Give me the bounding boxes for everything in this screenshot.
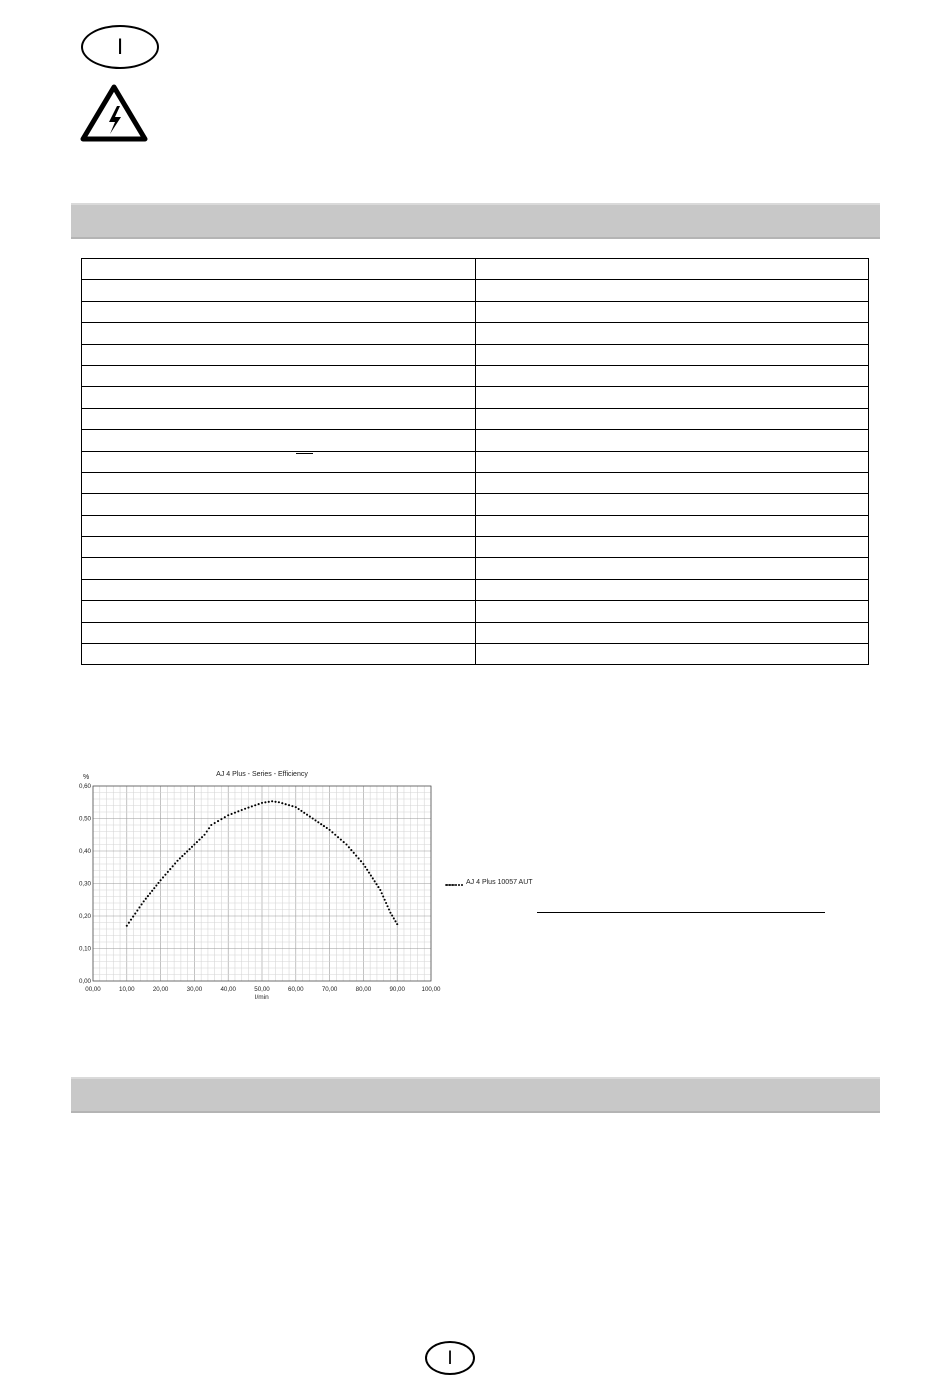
series-point xyxy=(394,920,396,922)
spec-value-cell xyxy=(476,601,869,622)
series-point xyxy=(162,876,164,878)
series-point xyxy=(326,827,328,829)
spec-label-cell xyxy=(82,430,476,451)
series-point xyxy=(210,824,212,826)
series-point xyxy=(389,912,391,914)
series-point xyxy=(291,805,293,807)
x-tick-label: 20,00 xyxy=(152,986,169,993)
series-point xyxy=(189,848,191,850)
series-point xyxy=(374,880,376,882)
series-point xyxy=(138,906,140,908)
series-point xyxy=(281,802,283,804)
spec-value-cell xyxy=(476,344,869,365)
series-point xyxy=(312,817,314,819)
spec-value-cell xyxy=(476,622,869,643)
spec-label-cell xyxy=(82,494,476,515)
spec-label-cell xyxy=(82,323,476,344)
series-point xyxy=(372,877,374,879)
series-point xyxy=(379,889,381,891)
series-point xyxy=(208,827,210,829)
underline-mark xyxy=(296,453,313,454)
y-tick-label: 0,30 xyxy=(78,880,91,888)
series-point xyxy=(193,843,195,845)
series-point xyxy=(201,836,203,838)
series-point xyxy=(368,872,370,874)
series-point xyxy=(143,900,145,902)
series-point xyxy=(247,807,249,809)
series-point xyxy=(227,814,229,816)
series-point xyxy=(355,855,357,857)
series-point xyxy=(364,866,366,868)
table-row xyxy=(82,280,869,301)
table-row xyxy=(82,387,869,408)
spec-value-cell xyxy=(476,387,869,408)
series-point xyxy=(261,802,263,804)
legend-marker xyxy=(452,884,454,886)
high-voltage-warning-icon xyxy=(80,84,148,142)
series-point xyxy=(350,849,352,851)
spec-value-cell xyxy=(476,259,869,280)
series-point xyxy=(181,855,183,857)
x-tick-label: 00,00 xyxy=(85,986,101,993)
series-point xyxy=(300,810,302,812)
spec-value-cell xyxy=(476,280,869,301)
series-point xyxy=(388,908,390,910)
y-tick-label: 0,10 xyxy=(78,945,91,953)
series-point xyxy=(264,801,266,803)
y-tick-label: 0,00 xyxy=(78,978,91,985)
spec-value-cell xyxy=(476,365,869,386)
spec-label-cell xyxy=(82,537,476,558)
x-tick-label: 70,00 xyxy=(321,986,338,993)
spec-label-cell xyxy=(82,579,476,600)
series-point xyxy=(164,874,166,876)
series-point xyxy=(306,814,308,816)
legend-marker xyxy=(455,884,457,886)
spec-label-cell xyxy=(82,622,476,643)
series-point xyxy=(353,852,355,854)
series-point xyxy=(381,892,383,894)
x-tick-label: 10,00 xyxy=(119,986,135,993)
spec-label-cell xyxy=(82,280,476,301)
spec-value-cell xyxy=(476,579,869,600)
y-tick-label: 0,40 xyxy=(78,848,91,855)
spec-value-cell xyxy=(476,451,869,472)
spec-value-cell xyxy=(476,494,869,515)
spec-value-cell xyxy=(476,537,869,558)
language-badge xyxy=(81,25,159,69)
series-point xyxy=(320,823,322,825)
spec-value-cell xyxy=(476,472,869,493)
series-point xyxy=(391,915,393,917)
series-point xyxy=(132,916,134,918)
series-point xyxy=(203,834,205,836)
series-point xyxy=(155,884,157,886)
signature-line xyxy=(537,912,825,913)
series-point xyxy=(241,809,243,811)
spec-value-cell xyxy=(476,515,869,536)
series-point xyxy=(136,909,138,911)
series-point xyxy=(128,922,130,924)
spec-label-cell xyxy=(82,301,476,322)
spec-label-cell xyxy=(82,344,476,365)
table-row xyxy=(82,537,869,558)
series-point xyxy=(198,839,200,841)
table-row xyxy=(82,259,869,280)
series-point xyxy=(385,902,387,904)
spec-label-cell xyxy=(82,644,476,665)
series-point xyxy=(214,822,216,824)
x-tick-label: 30,00 xyxy=(186,986,203,993)
series-point xyxy=(329,829,331,831)
series-point xyxy=(134,913,136,915)
page-language-badge xyxy=(425,1341,475,1375)
series-point xyxy=(298,808,300,810)
series-point xyxy=(268,801,270,803)
spec-label-cell xyxy=(82,387,476,408)
series-point xyxy=(234,812,236,814)
table-row xyxy=(82,344,869,365)
section-header-bar-2 xyxy=(71,1077,880,1113)
series-point xyxy=(258,803,260,805)
table-row xyxy=(82,644,869,665)
language-code: I xyxy=(447,1347,453,1369)
table-row xyxy=(82,365,869,386)
series-point xyxy=(147,895,149,897)
spec-value-cell xyxy=(476,408,869,429)
series-point xyxy=(151,890,153,892)
series-point xyxy=(145,898,147,900)
spec-label-cell xyxy=(82,259,476,280)
series-point xyxy=(217,820,219,822)
spec-label-cell xyxy=(82,451,476,472)
series-point xyxy=(206,830,208,832)
series-point xyxy=(130,919,132,921)
series-point xyxy=(343,841,345,843)
series-point xyxy=(331,831,333,833)
series-point xyxy=(314,819,316,821)
series-point xyxy=(153,887,155,889)
series-point xyxy=(303,812,305,814)
series-point xyxy=(337,836,339,838)
series-point xyxy=(384,899,386,901)
series-point xyxy=(179,857,181,859)
series-point xyxy=(360,860,362,862)
series-point xyxy=(186,850,188,852)
series-point xyxy=(317,821,319,823)
table-row xyxy=(82,323,869,344)
table-row xyxy=(82,601,869,622)
series-point xyxy=(370,875,372,877)
series-point xyxy=(377,886,379,888)
series-point xyxy=(196,841,198,843)
spec-value-cell xyxy=(476,301,869,322)
series-point xyxy=(244,808,246,810)
series-point xyxy=(169,868,171,870)
series-point xyxy=(191,846,193,848)
spec-label-cell xyxy=(82,365,476,386)
series-point xyxy=(172,865,174,867)
series-point xyxy=(386,905,388,907)
x-tick-label: 80,00 xyxy=(355,986,372,993)
spec-value-cell xyxy=(476,644,869,665)
series-point xyxy=(251,805,253,807)
series-point xyxy=(345,843,347,845)
table-row xyxy=(82,515,869,536)
series-point xyxy=(141,903,143,905)
table-row xyxy=(82,430,869,451)
y-tick-label: 0,60 xyxy=(78,783,91,790)
section-header-bar xyxy=(71,203,880,239)
series-point xyxy=(174,862,176,864)
spec-label-cell xyxy=(82,408,476,429)
series-point xyxy=(362,863,364,865)
spec-value-cell xyxy=(476,323,869,344)
x-tick-label: 40,00 xyxy=(220,986,236,993)
series-point xyxy=(160,879,162,881)
x-tick-label: 60,00 xyxy=(288,986,304,993)
series-point xyxy=(184,853,186,855)
chart-title: AJ 4 Plus - Series - Efficiency xyxy=(216,771,308,778)
series-point xyxy=(157,882,159,884)
x-tick-label: 50,00 xyxy=(254,986,270,993)
series-point xyxy=(224,816,226,818)
series-point xyxy=(358,857,360,859)
x-axis-label: l/min xyxy=(255,994,269,1001)
table-row xyxy=(82,301,869,322)
series-point xyxy=(348,846,350,848)
series-point xyxy=(340,839,342,841)
series-point xyxy=(149,892,151,894)
series-point xyxy=(271,800,273,802)
series-point xyxy=(366,869,368,871)
series-point xyxy=(396,923,398,925)
series-point xyxy=(323,825,325,827)
legend-marker xyxy=(461,884,463,886)
series-point xyxy=(285,803,287,805)
series-point xyxy=(375,883,377,885)
series-point xyxy=(274,801,276,803)
spec-label-cell xyxy=(82,515,476,536)
series-point xyxy=(278,801,280,803)
y-tick-label: 0,20 xyxy=(78,913,91,920)
series-point xyxy=(254,804,256,806)
x-tick-label: 90,00 xyxy=(389,986,405,993)
spec-label-cell xyxy=(82,558,476,579)
specifications-table xyxy=(81,258,869,665)
legend-marker xyxy=(458,884,460,886)
series-point xyxy=(393,917,395,919)
spec-value-cell xyxy=(476,430,869,451)
series-point xyxy=(231,813,233,815)
spec-value-cell xyxy=(476,558,869,579)
table-row xyxy=(82,622,869,643)
table-row xyxy=(82,472,869,493)
series-point xyxy=(167,871,169,873)
legend-marker xyxy=(449,884,451,886)
y-axis-label: % xyxy=(83,774,90,781)
series-point xyxy=(237,810,239,812)
series-point xyxy=(126,925,128,927)
series-point xyxy=(309,816,311,818)
series-point xyxy=(220,818,222,820)
efficiency-chart xyxy=(75,765,455,1010)
x-tick-label: 100,00 xyxy=(421,986,441,993)
legend-marker xyxy=(446,884,448,886)
series-point xyxy=(176,860,178,862)
series-point xyxy=(334,834,336,836)
legend-label: AJ 4 Plus 10057 AUT xyxy=(466,879,533,886)
table-row xyxy=(82,579,869,600)
table-row xyxy=(82,451,869,472)
series-point xyxy=(295,806,297,808)
y-tick-label: 0,50 xyxy=(78,815,91,823)
table-row xyxy=(82,408,869,429)
spec-label-cell xyxy=(82,472,476,493)
series-point xyxy=(288,804,290,806)
language-code: I xyxy=(116,34,124,59)
series-point xyxy=(382,895,384,897)
table-row xyxy=(82,494,869,515)
table-row xyxy=(82,558,869,579)
spec-label-cell xyxy=(82,601,476,622)
